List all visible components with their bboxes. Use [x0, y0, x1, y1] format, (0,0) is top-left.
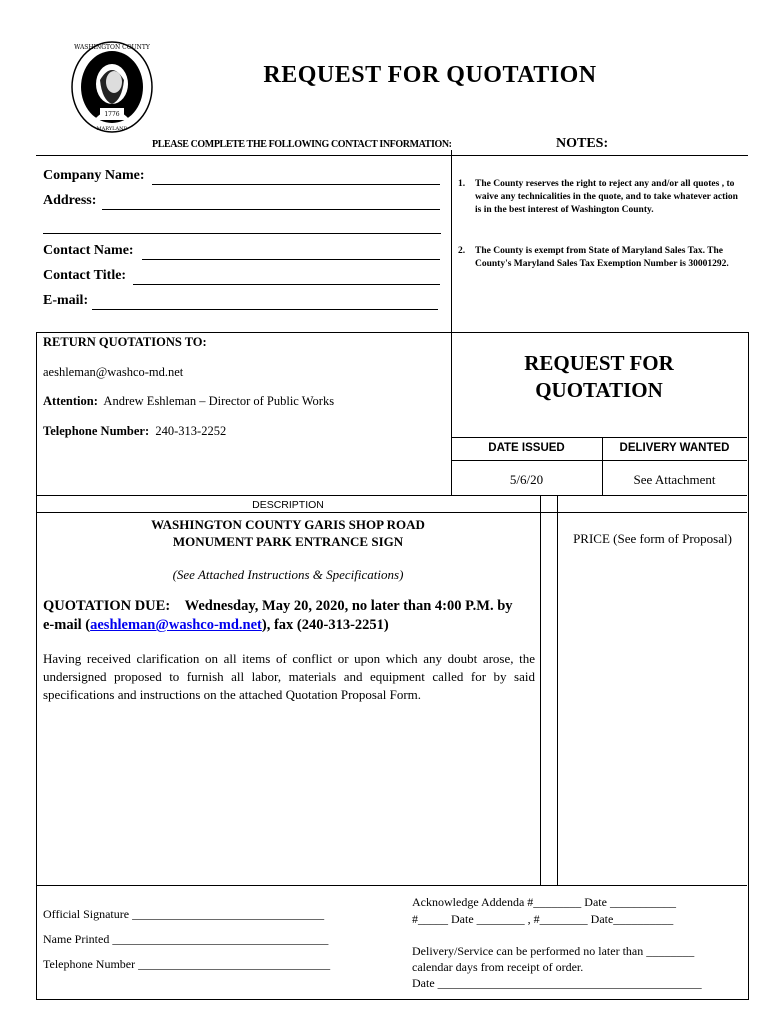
- address-line2-field[interactable]: [43, 233, 441, 234]
- contact-info-heading: PLEASE COMPLETE THE FOLLOWING CONTACT INFORMATION:: [152, 139, 452, 150]
- rfq-box-divider: [451, 437, 747, 438]
- qty-col-right: [557, 495, 558, 885]
- attention-label: Attention:: [43, 394, 98, 408]
- header-divider: [36, 155, 748, 156]
- delivery-wanted-value: See Attachment: [633, 472, 716, 487]
- description-header: DESCRIPTION: [252, 499, 324, 511]
- address-field[interactable]: [102, 209, 440, 210]
- note-2-number: 2.: [458, 246, 466, 256]
- description-body: Having received clarification on all items of conflict or upon which any doubt arose, the undersigned proposed to furnish all labor, materials and equipment called for by said specifications and instructions on the attached Quotation Proposal Form.: [43, 651, 535, 702]
- contact-title-field[interactable]: [133, 284, 440, 285]
- rfq-box-title: [451, 350, 747, 404]
- due-email-prefix: e-mail (: [43, 617, 91, 633]
- note-2-text: The County is exempt from State of Maryland Sales Tax. The County's Maryland Sales Tax Exemption Number is 30001292.: [475, 246, 729, 269]
- price-label: PRICE (See form of Proposal): [573, 531, 732, 546]
- description-top-line: [36, 495, 747, 496]
- address-label: Address:: [43, 193, 97, 208]
- email-label: E-mail:: [43, 293, 89, 308]
- company-name-label: Company Name:: [43, 168, 145, 183]
- project-title-line2: MONUMENT PARK ENTRANCE SIGN: [172, 534, 404, 549]
- name-printed-field[interactable]: Name Printed ____________________________________: [43, 932, 329, 946]
- return-email: aeshleman@washco-md.net: [43, 365, 184, 379]
- seal-text-bottom: MARYLAND: [96, 126, 128, 132]
- contact-notes-divider: [451, 150, 452, 333]
- note-1-text: The County reserves the right to reject any and/or all quotes , to waive any technicalities in the quote, and to take whatever action is in the best interest of Washington County.: [475, 179, 738, 215]
- telephone-value: 240-313-2252: [155, 424, 227, 438]
- email-field[interactable]: [92, 309, 438, 310]
- seal-year: 1776: [104, 111, 120, 118]
- due-email-suffix: ), fax (240-313-2251): [261, 617, 389, 633]
- qty-col-left: [540, 495, 541, 885]
- due-email-link[interactable]: aeshleman@washco-md.net: [90, 617, 262, 633]
- page-title: REQUEST FOR QUOTATION: [263, 62, 597, 88]
- acknowledge-addenda-line2[interactable]: #_____ Date ________ , #________ Date__________: [412, 912, 674, 926]
- date-field[interactable]: Date ____________________________________________: [412, 976, 702, 990]
- telephone-label: Telephone Number:: [43, 424, 150, 438]
- notes-heading: NOTES:: [556, 136, 609, 151]
- contact-name-field[interactable]: [142, 259, 440, 260]
- rfq-title-line1: REQUEST FOR: [524, 351, 674, 375]
- date-issued-value: 5/6/20: [509, 472, 544, 487]
- project-title: [36, 516, 540, 550]
- official-signature-field[interactable]: Official Signature ________________________________: [43, 907, 325, 921]
- contact-title-label: Contact Title:: [43, 268, 127, 283]
- return-attention: [43, 394, 334, 409]
- return-heading: RETURN QUOTATIONS TO:: [43, 335, 207, 349]
- rfq-title-line2: QUOTATION: [535, 378, 663, 402]
- contact-name-label: Contact Name:: [43, 243, 134, 258]
- delivery-wanted-label: DELIVERY WANTED: [619, 442, 730, 454]
- note-1-number: 1.: [458, 179, 466, 189]
- return-telephone: [43, 424, 226, 439]
- rfq-date-divider: [451, 460, 747, 461]
- date-issued-label: DATE ISSUED: [488, 442, 565, 454]
- attention-value: Andrew Eshleman – Director of Public Works: [103, 394, 335, 408]
- description-header-line: [36, 512, 747, 513]
- due-text: Wednesday, May 20, 2020, no later than 4:00 P.M. by: [184, 598, 513, 614]
- quotation-due: [43, 597, 538, 635]
- delivery-service-line2: calendar days from receipt of order.: [412, 960, 584, 974]
- delivery-service-line1[interactable]: Delivery/Service can be performed no later than ________: [412, 944, 695, 958]
- telephone-number-field[interactable]: Telephone Number ________________________________: [43, 957, 331, 971]
- project-title-line1: WASHINGTON COUNTY GARIS SHOP ROAD: [151, 517, 425, 532]
- seal-text-top: WASHINGTON COUNTY: [74, 44, 150, 51]
- signature-top-line: [36, 885, 747, 886]
- instructions-note: (See Attached Instructions & Specifications): [172, 567, 404, 582]
- company-name-field[interactable]: [152, 184, 440, 185]
- due-label: QUOTATION DUE:: [43, 598, 171, 614]
- acknowledge-addenda-line1[interactable]: Acknowledge Addenda #________ Date ___________: [412, 895, 676, 909]
